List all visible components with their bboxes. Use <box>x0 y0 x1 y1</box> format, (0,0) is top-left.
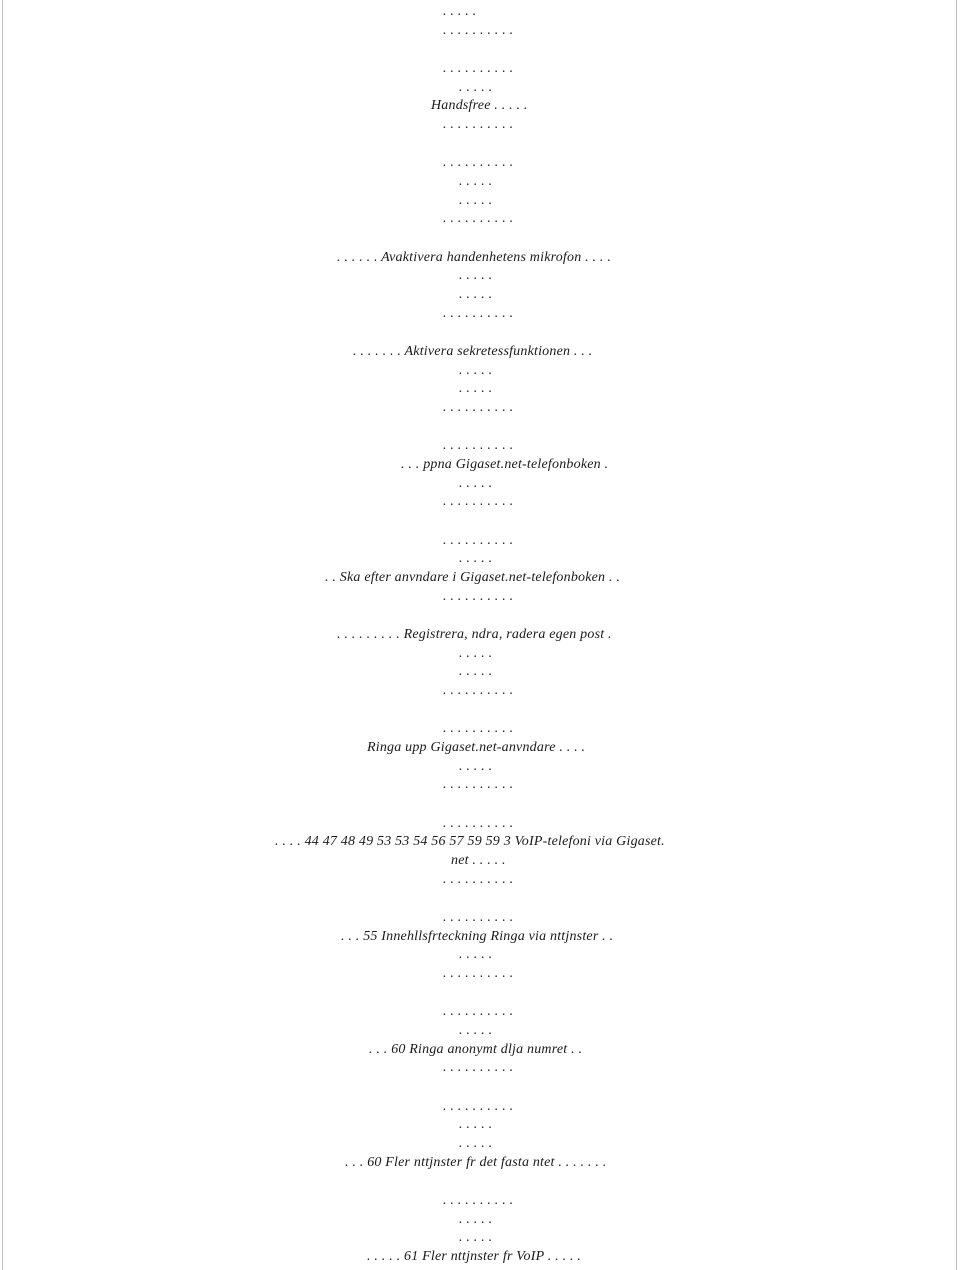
toc-line: . . . . . <box>459 80 493 95</box>
toc-line: . . . . . . . . . . <box>443 721 514 736</box>
toc-line: . . . . . . . . . . <box>443 533 514 548</box>
toc-line: . . . . . . . . . . <box>443 438 514 453</box>
toc-line: . . . . . . . . . . <box>443 589 514 604</box>
toc-line: . . . 55 Innehllsfrteckning Ringa via nttjnster . . <box>341 929 614 944</box>
toc-line: net . . . . . <box>451 853 506 868</box>
toc-line: . . . 60 Ringa anonymt dlja numret . . <box>369 1042 583 1057</box>
toc-line: . . . . . . . . . Registrera, ndra, radera egen post . <box>337 627 612 642</box>
toc-line: . . . ppna Gigaset.net-telefonboken . <box>401 457 609 472</box>
toc-line: . . . 60 Fler nttjnster fr det fasta ntet . . . . . . . <box>345 1155 607 1170</box>
toc-line: . . . . . <box>459 174 493 189</box>
page-border-left <box>2 0 3 1270</box>
toc-line: . . . . . <box>443 4 477 19</box>
toc-line: . . . . . <box>459 476 493 491</box>
toc-line: . . . . . . . . . . <box>443 23 514 38</box>
toc-line: . . . . . . . . . . <box>443 155 514 170</box>
toc-line: . . . . . . . Aktivera sekretessfunktionen . . . <box>353 344 593 359</box>
toc-line: . . . . . . . . . . <box>443 1060 514 1075</box>
toc-line: . . . . . <box>459 1023 493 1038</box>
toc-line: . . . . . <box>459 646 493 661</box>
toc-line: . . . . . <box>459 363 493 378</box>
toc-line: Ringa upp Gigaset.net-anvndare . . . . <box>367 740 586 755</box>
toc-line: . . . . . . . . . . <box>443 816 514 831</box>
toc-line: . . . . . . . . . . <box>443 494 514 509</box>
toc-line: . . . . . <box>459 947 493 962</box>
toc-line: . . . . . . Avaktivera handenhetens mikrofon . . . . <box>337 250 612 265</box>
toc-line: . . . . . . . . . . <box>443 966 514 981</box>
toc-line: . . . . . . . . . . <box>443 400 514 415</box>
toc-line: . . . . . . . . . . <box>443 117 514 132</box>
page-border-right <box>956 0 957 1270</box>
toc-line: . . . . . . . . . . <box>443 910 514 925</box>
toc-line: . . . . . <box>459 1230 493 1245</box>
toc-line: . . . . . <box>459 381 493 396</box>
toc-line: . . . . . <box>459 268 493 283</box>
toc-line: . . . . . . . . . . <box>443 61 514 76</box>
toc-line: . . . . . <box>459 1212 493 1227</box>
toc-line: . . . . . . . . . . <box>443 1193 514 1208</box>
toc-line: . . . . . . . . . . <box>443 211 514 226</box>
toc-line: . . . . . <box>459 1117 493 1132</box>
toc-line: . . . . . . . . . . <box>443 683 514 698</box>
toc-line: . . . . . <box>459 759 493 774</box>
toc-line: . . . . . <box>459 551 493 566</box>
toc-line: . . . . 44 47 48 49 53 53 54 56 57 59 59 3 VoIP-telefoni via Gigaset. <box>275 834 665 849</box>
toc-line: . . . . . <box>459 287 493 302</box>
toc-line: . . Ska efter anvndare i Gigaset.net-telefonboken . . <box>325 570 621 585</box>
toc-line: . . . . . <box>459 1136 493 1151</box>
toc-line: . . . . . <box>459 664 493 679</box>
toc-line: . . . . . . . . . . <box>443 872 514 887</box>
toc-line: . . . . . . . . . . <box>443 777 514 792</box>
toc-line: . . . . . <box>459 193 493 208</box>
toc-line: Handsfree . . . . . <box>431 98 528 113</box>
toc-line: . . . . . 61 Fler nttjnster fr VoIP . . . . . <box>367 1249 582 1264</box>
toc-line: . . . . . . . . . . <box>443 1004 514 1019</box>
toc-line: . . . . . . . . . . <box>443 1099 514 1114</box>
toc-line: . . . . . . . . . . <box>443 306 514 321</box>
